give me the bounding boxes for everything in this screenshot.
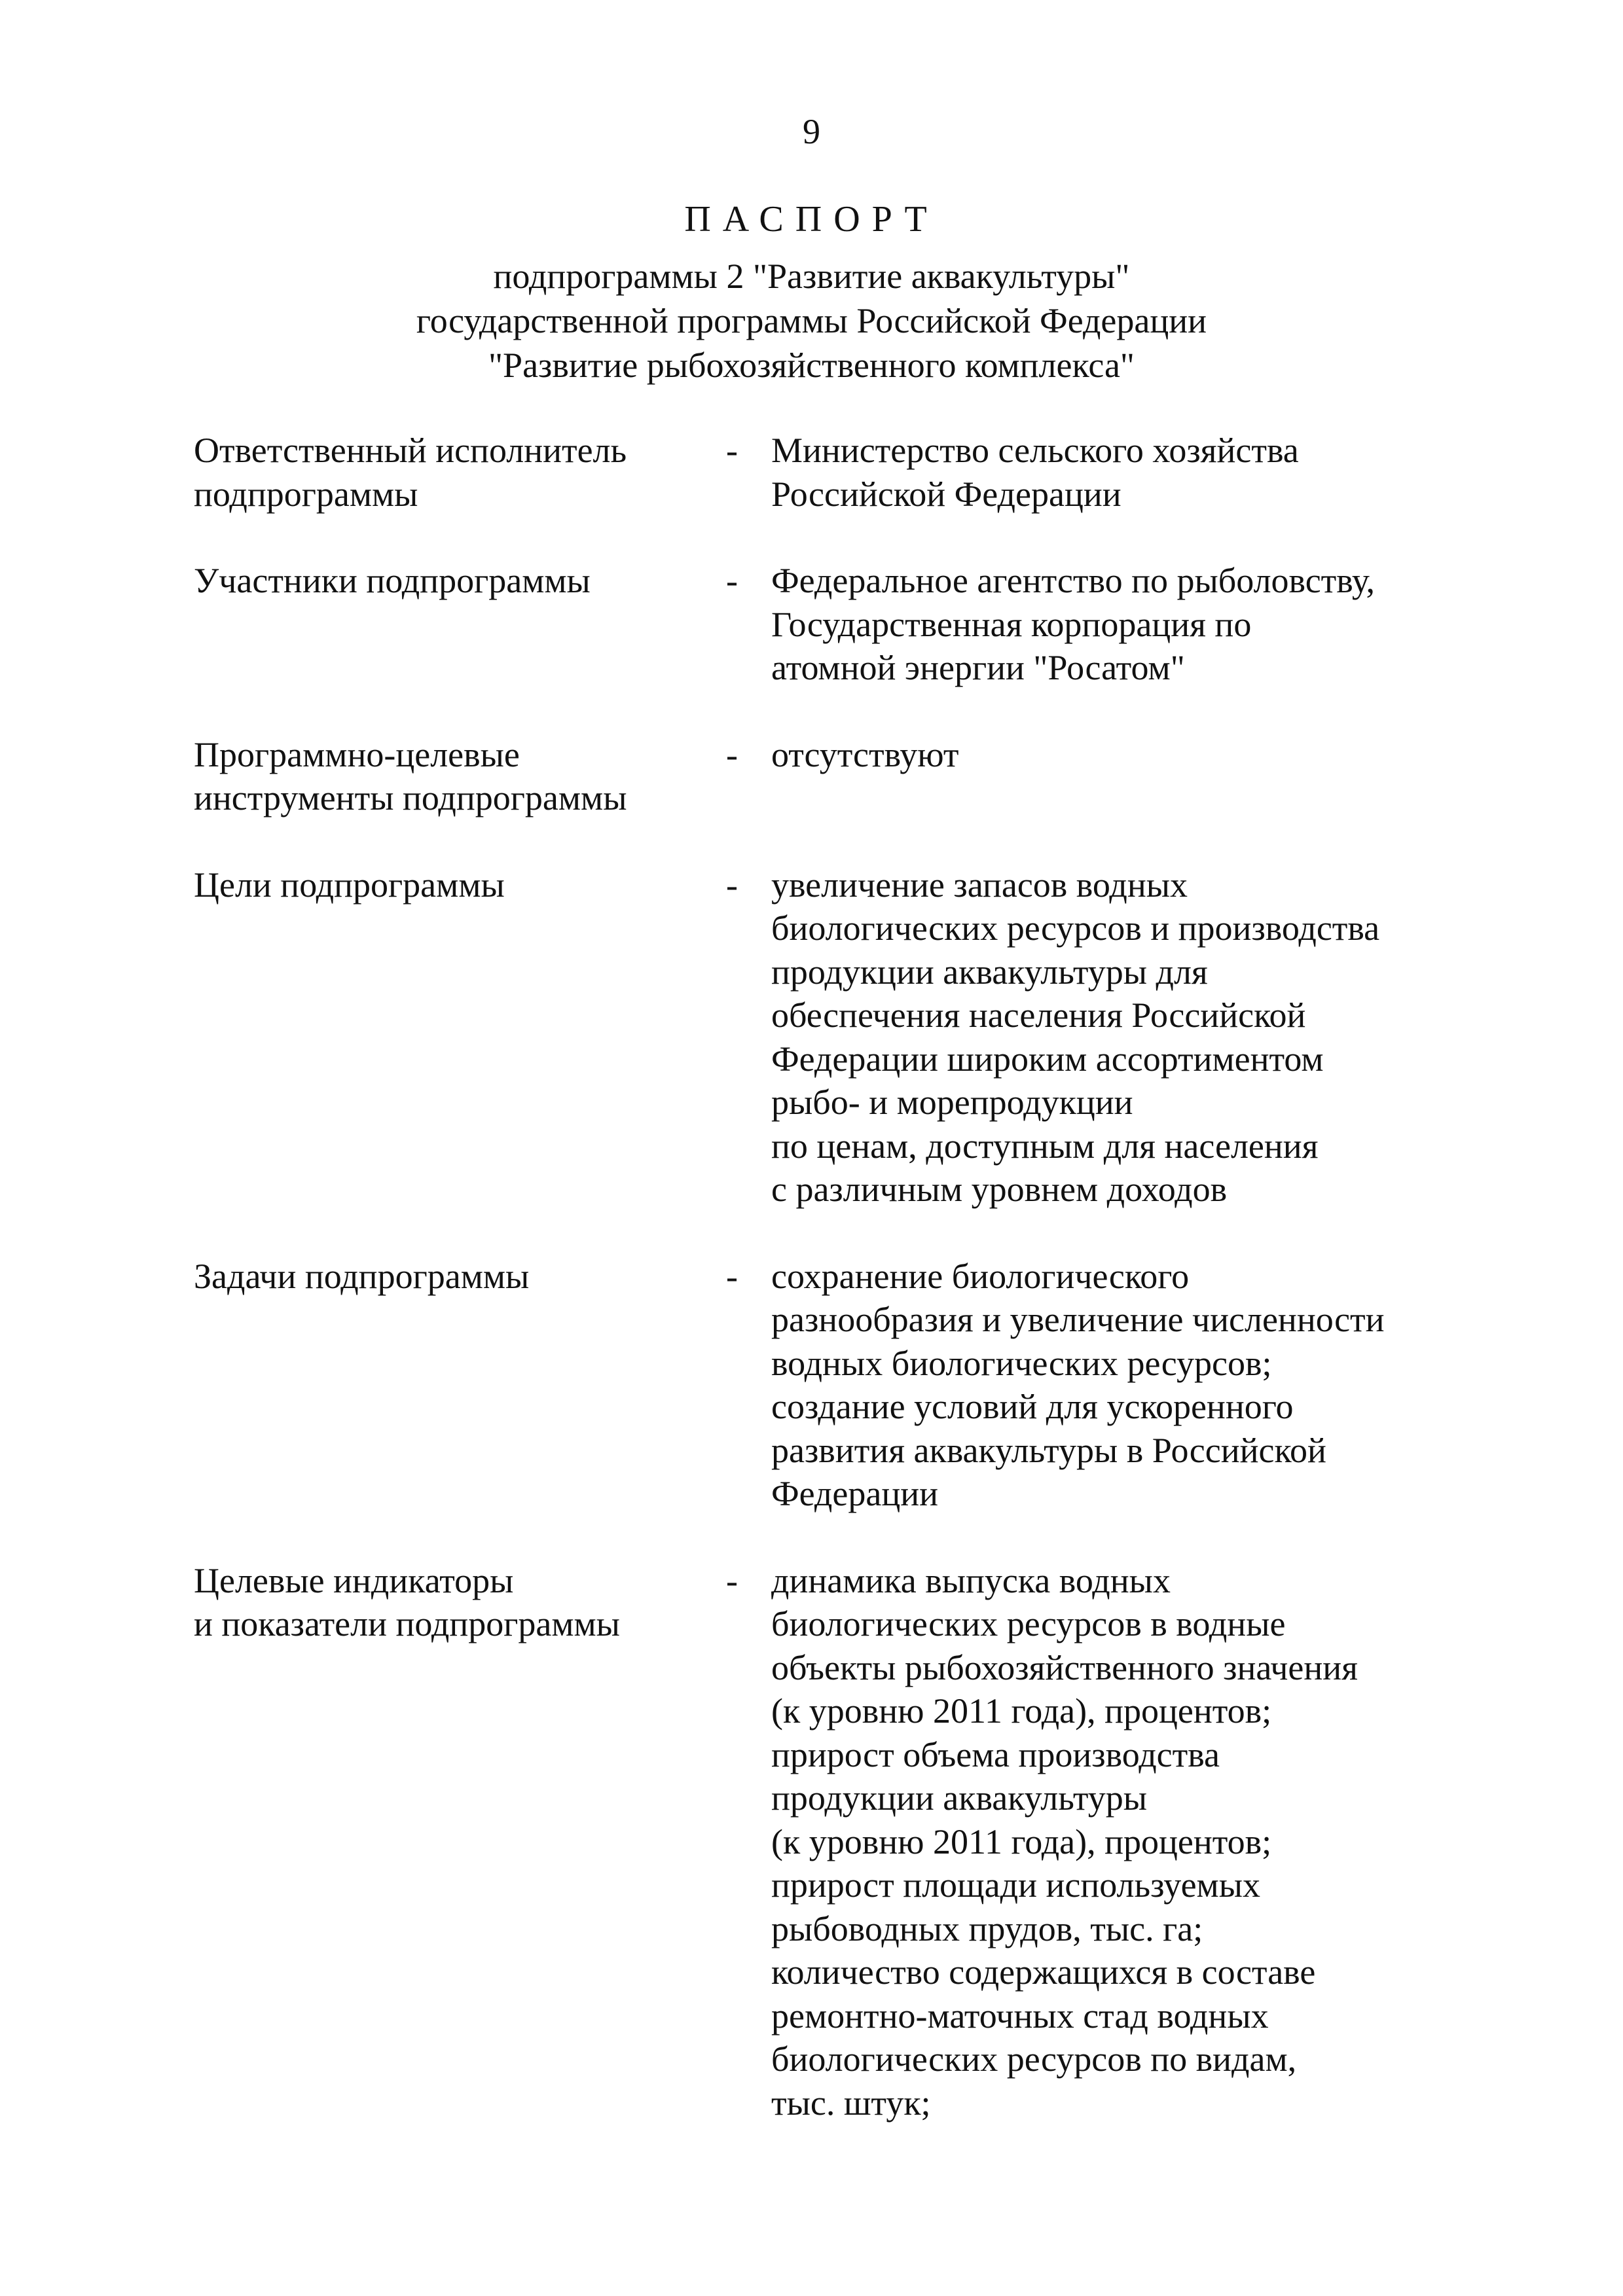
row-value: увеличение запасов водных биологических ресурсов и производства продукции аквакультуры для обеспечения населения Российской Федерации широким ассортиментом рыбо- и морепродукции по ценам, доступным для населения с различным уровнем доходов (771, 865, 1380, 1209)
document-title: ПАСПОРТ (684, 199, 939, 240)
passport-row-goals (0, 863, 1623, 1211)
row-value: Министерство сельского хозяйства Российской Федерации (771, 431, 1299, 514)
row-label: Ответственный исполнитель подпрограммы (194, 431, 627, 514)
subtitle-line: подпрограммы 2 "Развитие аквакультуры" (493, 257, 1130, 296)
subtitle-line: государственной программы Российской Федерации (416, 301, 1207, 340)
passport-row-responsible (0, 429, 1623, 516)
row-label: Целевые индикаторы и показатели подпрограммы (194, 1560, 620, 1643)
row-label: Цели подпрограммы (194, 865, 505, 905)
page-number: 9 (803, 112, 820, 151)
subtitle-line: "Развитие рыбохозяйственного комплекса" (488, 346, 1135, 385)
row-dash: - (726, 734, 738, 774)
passport-row-instruments (0, 733, 1623, 820)
row-value: сохранение биологического разнообразия и увеличение численности водных биологических ресурсов; создание условий для ускоренного развития аквакультуры в Российской Федерации (771, 1256, 1385, 1513)
document-subtitle (0, 254, 1623, 387)
row-dash: - (726, 561, 738, 600)
row-dash: - (726, 431, 738, 470)
row-dash: - (726, 865, 738, 905)
row-value: отсутствуют (771, 734, 959, 774)
passport-row-tasks (0, 1255, 1623, 1516)
row-label: Задачи подпрограммы (194, 1256, 530, 1296)
row-label: Программно-целевые инструменты подпрограммы (194, 734, 627, 817)
passport-table (0, 429, 1623, 2125)
row-label: Участники подпрограммы (194, 561, 591, 600)
passport-row-participants (0, 559, 1623, 690)
row-value: Федеральное агентство по рыболовству, Государственная корпорация по атомной энергии "Росатом" (771, 561, 1376, 687)
row-dash: - (726, 1256, 738, 1296)
row-value: динамика выпуска водных биологических ресурсов в водные объекты рыбохозяйственного значения (к уровню 2011 года), процентов; прирост объема производства продукции аквакультуры (к уровню 2011 года), процентов; прирост площади используемых рыбоводных прудов, тыс. га; количество содержащихся в составе ремонтно-маточных стад водных биологических ресурсов по видам, тыс. штук; (771, 1560, 1358, 2123)
passport-row-indicators (0, 1559, 1623, 2125)
row-dash: - (726, 1560, 738, 1600)
